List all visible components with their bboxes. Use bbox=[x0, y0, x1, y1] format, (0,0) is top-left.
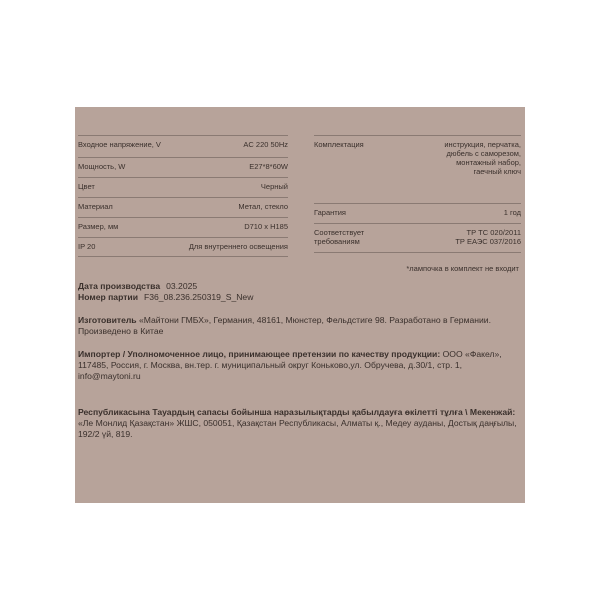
product-label-panel bbox=[75, 107, 525, 503]
spec-value: AC 220 50Hz bbox=[243, 140, 288, 149]
production-block bbox=[78, 281, 522, 303]
manufacturer-text: «Майтони ГМБХ», Германия, 48161, Мюнстер, Фельдстиге 98. Разработано в Германии. Произведено в Китае bbox=[78, 315, 491, 336]
spec-value: 1 год bbox=[503, 208, 521, 217]
kz-label: Республикасына Тауардың сапасы бойынша наразылықтарды қабылдауға өкілетті тұлға \ Мекенжай: bbox=[78, 407, 516, 417]
importer-text: ООО «Факел», 117485, Россия, г. Москва, вн.тер. г. муниципальный округ Коньково,ул. Обручева, д.30/1, стр. 1, info@maytoni.ru bbox=[78, 349, 502, 381]
spec-row bbox=[314, 223, 521, 253]
spec-value: E27*8*60W bbox=[249, 162, 288, 171]
spec-table-left bbox=[78, 135, 288, 257]
spec-value: D710 х H185 bbox=[244, 222, 288, 231]
spec-value: ТР ТС 020/2011 ТР ЕАЭС 037/2016 bbox=[455, 228, 521, 246]
production-date-line bbox=[78, 281, 522, 292]
production-date-value: 03.2025 bbox=[166, 281, 198, 291]
lamp-note: *лампочка в комплект не входит bbox=[406, 264, 519, 273]
importer-label: Импортер / Уполномоченное лицо, принимающее претензии по качеству продукции: bbox=[78, 349, 441, 359]
spec-label: Мощность, W bbox=[78, 162, 126, 171]
spec-row bbox=[78, 237, 288, 257]
spec-label: Размер, мм bbox=[78, 222, 119, 231]
spec-value: инструкция, перчатка, дюбель с саморезом, монтажный набор, гаечный ключ bbox=[444, 140, 521, 176]
spec-row bbox=[78, 157, 288, 177]
batch-value: F36_08.236.250319_S_New bbox=[144, 292, 254, 302]
importer-block bbox=[78, 349, 522, 382]
manufacturer-block bbox=[78, 315, 522, 337]
spec-value: Для внутреннего освещения bbox=[188, 242, 288, 251]
spec-row bbox=[78, 197, 288, 217]
production-date-label: Дата производства bbox=[78, 281, 161, 291]
spec-label: Комплектация bbox=[314, 140, 364, 149]
spec-label: Цвет bbox=[78, 182, 95, 191]
kz-text: «Ле Монлид Қазақстан» ЖШС, 050051, Қазақстан Республикасы, Алматы қ., Медеу ауданы, Достық даңғылы, 192/2 үй, 819. bbox=[78, 418, 517, 439]
spec-row bbox=[78, 135, 288, 157]
batch-label: Номер партии bbox=[78, 292, 138, 302]
spec-label: Входное напряжение, V bbox=[78, 140, 161, 149]
spec-value: Метал, стекло bbox=[238, 202, 288, 211]
spec-value: Черный bbox=[260, 182, 288, 191]
manufacturer-label: Изготовитель bbox=[78, 315, 137, 325]
spec-label: Соответствует требованиям bbox=[314, 228, 365, 246]
spec-label: IP 20 bbox=[78, 242, 96, 251]
spec-row bbox=[78, 217, 288, 237]
batch-line bbox=[78, 292, 522, 303]
spec-label: Гарантия bbox=[314, 208, 346, 217]
spec-row bbox=[314, 203, 521, 223]
spec-row bbox=[78, 177, 288, 197]
kz-representative-block bbox=[78, 407, 522, 440]
spec-row bbox=[314, 135, 521, 203]
spec-label: Материал bbox=[78, 202, 113, 211]
spec-table-right bbox=[314, 135, 521, 253]
